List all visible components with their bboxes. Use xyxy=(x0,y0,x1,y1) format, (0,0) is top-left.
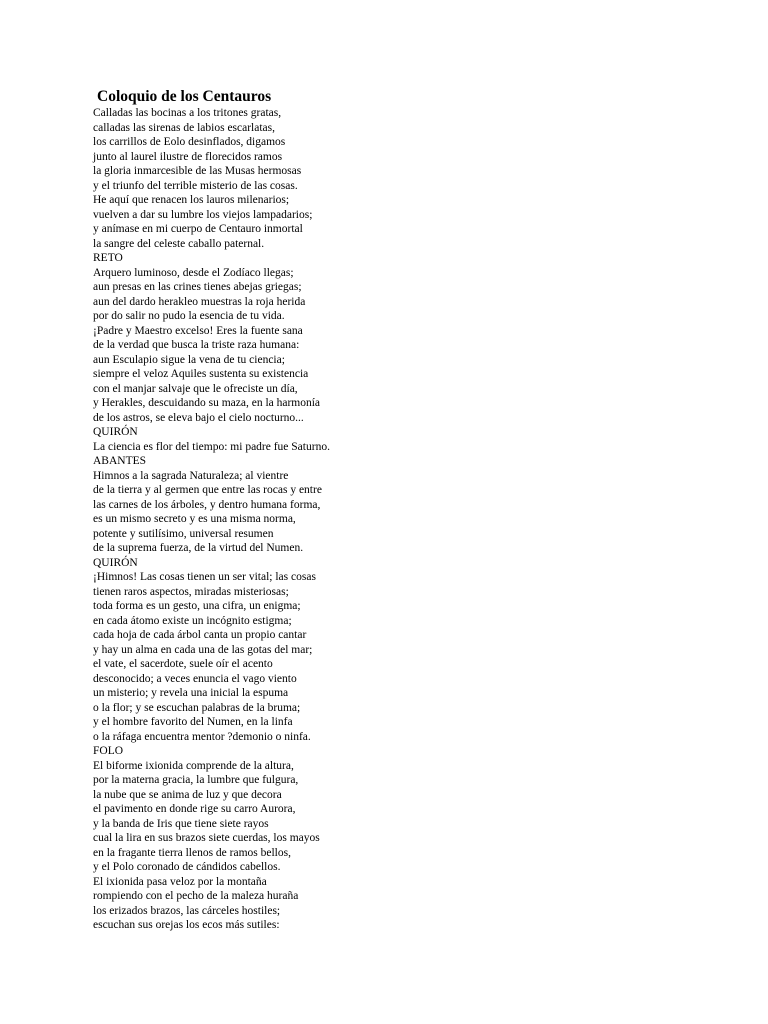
poem-line: y Herakles, descuidando su maza, en la harmonía xyxy=(93,397,321,409)
poem-line: la sangre del celeste caballo paternal. xyxy=(93,237,265,250)
poem-line: con el manjar salvaje que le ofreciste un día, xyxy=(93,382,298,395)
poem-line: Arquero luminoso, desde el Zodíaco llegas; xyxy=(93,266,294,279)
poem-line: Calladas las bocinas a los tritones gratas, xyxy=(93,107,282,119)
poem-line: el pavimento en donde rige su carro Aurora, xyxy=(93,803,296,815)
poem-line: o la flor; y se escuchan palabras de la bruma; xyxy=(93,701,301,714)
poem-line: y el triunfo del terrible misterio de las cosas. xyxy=(93,179,298,192)
poem-line: y hay un alma en cada una de las gotas del mar; xyxy=(93,643,313,656)
poem-line: cual la lira en sus brazos siete cuerdas, los mayos xyxy=(93,832,320,844)
poem-line: y la banda de Iris que tiene siete rayos xyxy=(93,817,269,830)
poem-line: ¡Himnos! Las cosas tienen un ser vital; las cosas xyxy=(93,571,316,583)
poem-line: los carrillos de Eolo desinflados, digamos xyxy=(93,136,286,148)
poem-line: los erizados brazos, las cárceles hostiles; xyxy=(93,904,281,917)
poem-line: en cada átomo existe un incógnito estigma; xyxy=(93,614,292,627)
poem-line: potente y sutilísimo, universal resumen xyxy=(93,527,274,540)
poem-line: ABANTES xyxy=(93,455,147,467)
poem-line: de los astros, se eleva bajo el cielo nocturno... xyxy=(93,411,304,424)
poem-line: cada hoja de cada árbol canta un propio cantar xyxy=(93,629,307,641)
poem-line: junto al laurel ilustre de florecidos ramos xyxy=(93,150,283,163)
poem-line: por la materna gracia, la lumbre que fulgura, xyxy=(93,774,299,786)
poem-line: y el hombre favorito del Numen, en la linfa xyxy=(93,716,293,728)
poem-line: aun del dardo herakleo muestras la roja herida xyxy=(93,295,306,308)
poem-line: calladas las sirenas de labios escarlatas, xyxy=(93,121,276,134)
poem-line: o la ráfaga encuentra mentor ?demonio o ninfa. xyxy=(93,730,311,743)
poem-line: QUIRÓN xyxy=(93,426,138,438)
poem-line: FOLO xyxy=(93,745,124,757)
poem-line: la nube que se anima de luz y que decora xyxy=(93,788,282,801)
poem-line: en la fragante tierra llenos de ramos bellos, xyxy=(93,846,291,859)
poem-line: ¡Padre y Maestro excelso! Eres la fuente sana xyxy=(93,324,303,337)
poem-line: QUIRÓN xyxy=(93,556,138,569)
poem-line: por do salir no pudo la esencia de tu vida. xyxy=(93,310,285,322)
poem-line: toda forma es un gesto, una cifra, un enigma; xyxy=(93,600,301,612)
poem-line: aun Esculapio sigue la vena de tu ciencia; xyxy=(93,353,285,366)
poem-line: El biforme ixionida comprende de la altura, xyxy=(93,759,294,772)
poem-line: desconocido; a veces enuncia el vago viento xyxy=(93,672,297,685)
poem-line: escuchan sus orejas los ecos más sutiles: xyxy=(93,919,280,931)
poem-line: tienen raros aspectos, miradas misteriosas; xyxy=(93,585,289,598)
poem-line: RETO xyxy=(93,252,123,264)
poem-line: de la verdad que busca la triste raza humana: xyxy=(93,339,300,351)
poem-line: Himnos a la sagrada Naturaleza; al vientre xyxy=(93,469,289,482)
poem-line: las carnes de los árboles, y dentro humana forma, xyxy=(93,498,321,511)
poem-line: el vate, el sacerdote, suele oír el acento xyxy=(93,658,273,670)
poem-line: y el Polo coronado de cándidos cabellos. xyxy=(93,861,281,873)
poem-body xyxy=(93,106,393,933)
poem-line: la gloria inmarcesible de las Musas hermosas xyxy=(93,165,302,177)
poem-line: aun presas en las crines tienes abejas griegas; xyxy=(93,281,302,293)
poem-line: y anímase en mi cuerpo de Centauro inmortal xyxy=(93,223,303,235)
poem-line: de la suprema fuerza, de la virtud del Numen. xyxy=(93,542,304,554)
poem-line: es un mismo secreto y es una misma norma, xyxy=(93,513,296,525)
poem-line: un misterio; y revela una inicial la espuma xyxy=(93,687,289,699)
poem-line: El ixionida pasa veloz por la montaña xyxy=(93,875,267,888)
poem-line: de la tierra y al germen que entre las rocas y entre xyxy=(93,484,322,496)
poem-line: La ciencia es flor del tiempo: mi padre fue Saturno. xyxy=(93,440,330,453)
document-title: Coloquio de los Centauros xyxy=(97,88,272,105)
poem-line: rompiendo con el pecho de la maleza huraña xyxy=(93,890,299,902)
poem-line: siempre el veloz Aquiles sustenta su existencia xyxy=(93,368,309,380)
poem-line: He aquí que renacen los lauros milenarios; xyxy=(93,194,290,206)
poem-line: vuelven a dar su lumbre los viejos lampadarios; xyxy=(93,208,313,221)
